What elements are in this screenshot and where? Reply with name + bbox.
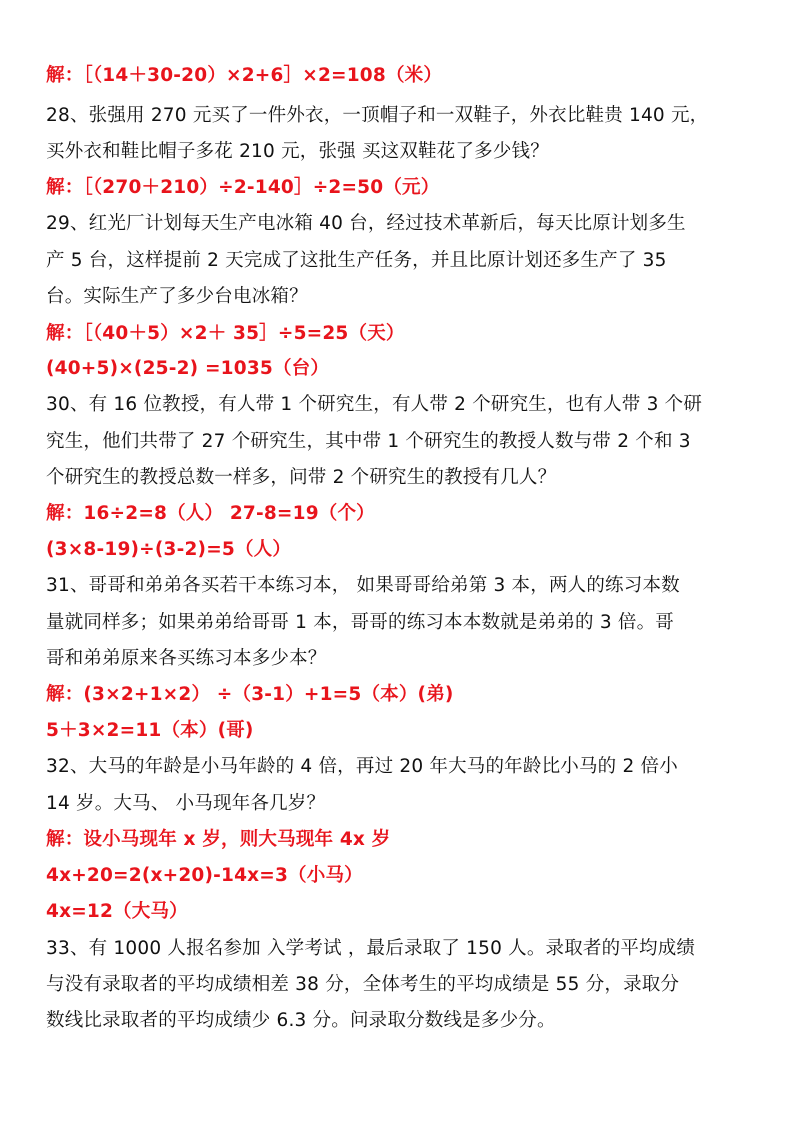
question-line: 与没有录取者的平均成绩相差 38 分，全体考生的平均成绩是 55 分，录取分 — [46, 974, 680, 995]
answer-line: 解：(3×2+1×2） ÷（3-1）+1=5（本）(弟) — [46, 684, 454, 705]
answer-line: 解：［（270＋210）÷2-140］÷2=50（元） — [46, 177, 440, 198]
question-line: 14 岁。大马、 小马现年各几岁？ — [46, 793, 326, 814]
answer-line: 5＋3×2=11（本）(哥) — [46, 720, 254, 741]
answer-line: (3×8-19)÷(3-2)=5（人） — [46, 539, 292, 560]
answer-line: (40+5)×(25-2) =1035（台） — [46, 358, 330, 379]
question-line: 究生，他们共带了 27 个研究生，其中带 1 个研究生的教授人数与带 2 个和 3 — [46, 431, 691, 452]
answer-line: 4x=12（大马） — [46, 901, 188, 922]
answer-line: 解：设小马现年 x 岁，则大马现年 4x 岁 — [46, 829, 391, 850]
question-line: 28、张强用 270 元买了一件外衣，一顶帽子和一双鞋子，外衣比鞋贵 140 元， — [46, 105, 709, 126]
question-line: 个研究生的教授总数一样多，问带 2 个研究生的教授有几人？ — [46, 467, 557, 488]
question-line: 33、有 1000 人报名参加 入学考试 ，最后录取了 150 人。录取者的平均成绩 — [46, 938, 696, 959]
answer-line: 解：［（14＋30-20）×2+6］×2=108（米） — [46, 65, 443, 86]
answer-line: 4x+20=2(x+20)-14x=3（小马） — [46, 865, 363, 886]
question-line: 30、有 16 位教授，有人带 1 个研究生，有人带 2 个研究生，也有人带 3 个研 — [46, 394, 703, 415]
question-line: 数线比录取者的平均成绩少 6.3 分。问录取分数线是多少分。 — [46, 1010, 556, 1031]
question-line: 29、红光厂计划每天生产电冰箱 40 台，经过技术革新后，每天比原计划多生 — [46, 213, 686, 234]
answer-line: 解：16÷2=8（人） 27-8=19（个） — [46, 503, 375, 524]
question-line: 哥和弟弟原来各买练习本多少本？ — [46, 648, 327, 669]
question-line: 产 5 台，这样提前 2 天完成了这批生产任务，并且比原计划还多生产了 35 — [46, 250, 667, 271]
answer-line: 解：［（40＋5）×2＋ 35］÷5=25（天） — [46, 323, 405, 344]
question-line: 量就同样多；如果弟弟给哥哥 1 本，哥哥的练习本本数就是弟弟的 3 倍。哥 — [46, 612, 674, 633]
question-line: 台。实际生产了多少台电冰箱？ — [46, 286, 308, 307]
question-line: 买外衣和鞋比帽子多花 210 元，张强 买这双鞋花了多少钱？ — [46, 141, 549, 162]
question-line: 31、哥哥和弟弟各买若干本练习本， 如果哥哥给弟第 3 本，两人的练习本数 — [46, 575, 680, 596]
question-line: 32、大马的年龄是小马年龄的 4 倍，再过 20 年大马的年龄比小马的 2 倍小 — [46, 756, 678, 777]
